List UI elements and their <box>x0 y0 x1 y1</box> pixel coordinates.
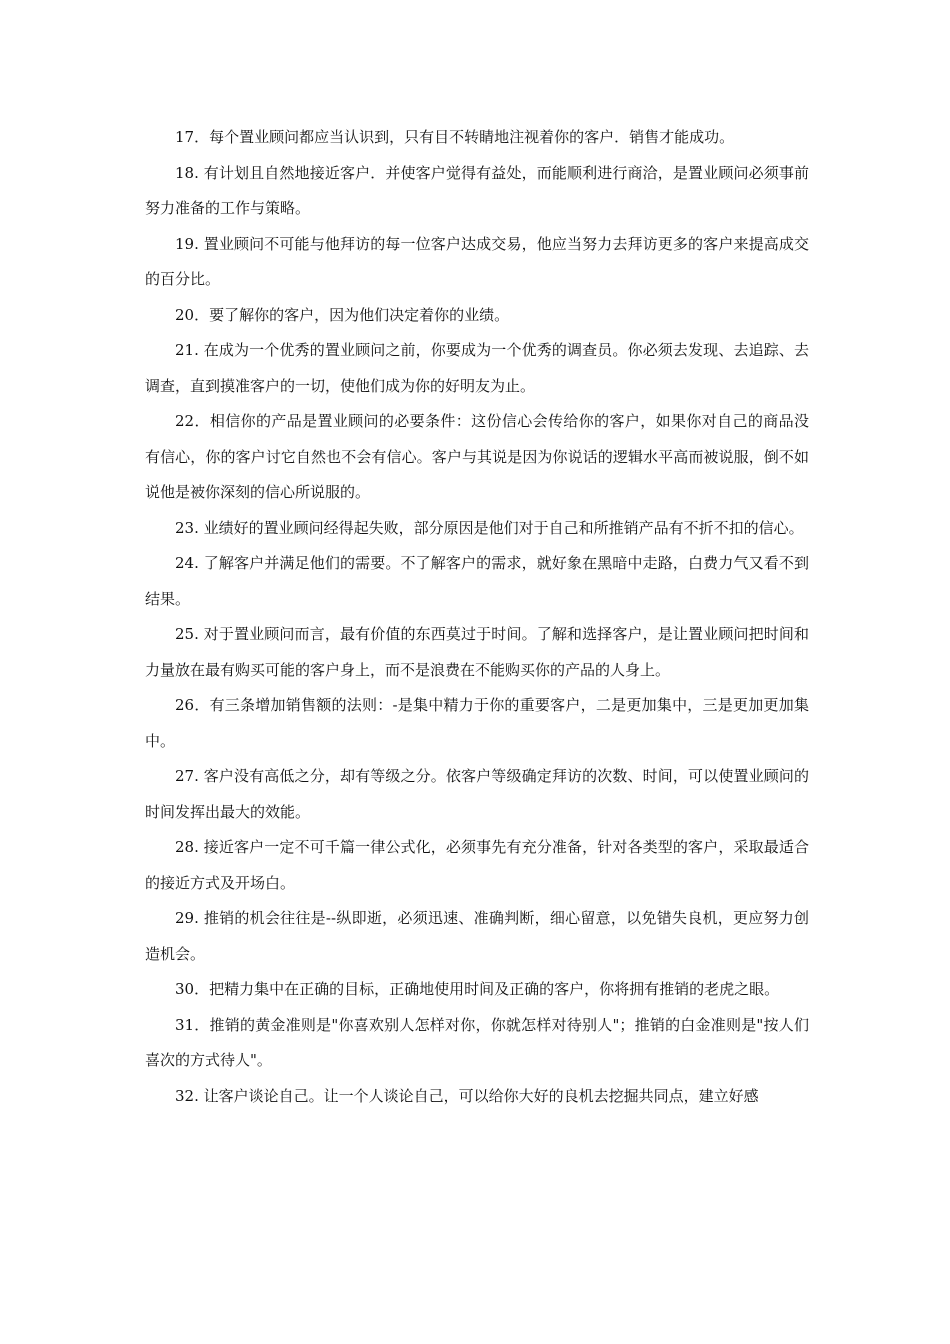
paragraph-26: 26．有三条增加销售额的法则：-是集中精力于你的重要客户，二是更加集中，三是更加更加集中。 <box>145 696 809 750</box>
paragraph-28: 28. 接近客户一定不可千篇一律公式化，必须事先有充分准备，针对各类型的客户，采取最适合的接近方式及开场白。 <box>145 838 809 892</box>
paragraph-21: 21. 在成为一个优秀的置业顾问之前，你要成为一个优秀的调查员。你必须去发现、去追踪、去调查，直到摸准客户的一切，使他们成为你的好明友为止。 <box>145 341 809 395</box>
paragraph-30: 30．把精力集中在正确的目标，正确地使用时间及正确的客户，你将拥有推销的老虎之眼。 <box>175 980 780 998</box>
paragraph-17: 17．每个置业顾问都应当认识到，只有目不转睛地注视着你的客户．销售才能成功。 <box>175 128 735 146</box>
paragraph-23: 23. 业绩好的置业顾问经得起失败，部分原因是他们对于自己和所推销产品有不折不扣的信心。 <box>175 518 804 537</box>
paragraph-32: 32. 让客户谈论自己。让一个人谈论自己，可以给你大好的良机去挖掘共同点，建立好感 <box>175 1086 759 1105</box>
paragraph-18: 18. 有计划且自然地接近客户．并使客户觉得有益处，而能顺利进行商洽，是置业顾问必须事前努力准备的工作与策略。 <box>145 163 809 217</box>
paragraph-24: 24. 了解客户并满足他们的需要。不了解客户的需求，就好象在黑暗中走路，白费力气又看不到结果。 <box>145 554 809 608</box>
paragraph-20: 20．要了解你的客户，因为他们决定着你的业绩。 <box>175 305 510 324</box>
paragraph-27: 27. 客户没有高低之分，却有等级之分。依客户等级确定拜访的次数、时间，可以使置业顾问的时间发挥出最大的效能。 <box>145 767 809 821</box>
paragraph-22: 22．相信你的产品是置业顾问的必要条件：这份信心会传给你的客户，如果你对自己的商品没有信心，你的客户讨它自然也不会有信心。客户与其说是因为你说话的逻辑水平高而被说服，倒不如说他是被你深刻的信心所说服的。 <box>145 412 809 501</box>
paragraph-25: 25. 对于置业顾问而言，最有价值的东西莫过于时间。了解和选择客户，是让置业顾问把时间和力量放在最有购买可能的客户身上，而不是浪费在不能购买你的产品的人身上。 <box>145 625 809 679</box>
document-body <box>145 120 809 1114</box>
paragraph-31: 31．推销的黄金准则是"你喜欢别人怎样对你，你就怎样对待别人"；推销的白金准则是"按人们喜次的方式待人"。 <box>145 1015 809 1069</box>
paragraph-29: 29. 推销的机会往往是--纵即逝，必须迅速、准确判断，细心留意，以免错失良机，更应努力创造机会。 <box>145 909 809 963</box>
paragraph-19: 19. 置业顾问不可能与他拜访的每一位客户达成交易，他应当努力去拜访更多的客户来提高成交的百分比。 <box>145 234 809 288</box>
